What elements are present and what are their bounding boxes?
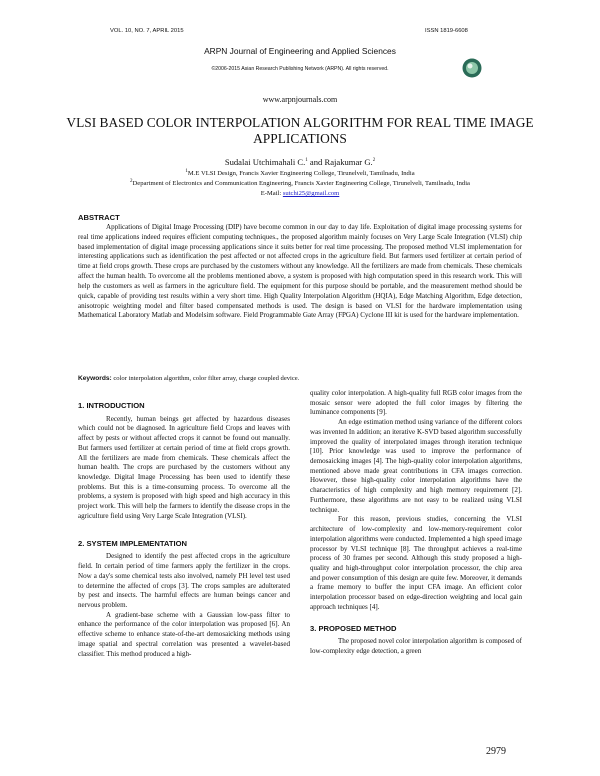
- keywords-label: Keywords:: [78, 375, 112, 382]
- sysimpl-paragraph-1: Designed to identify the pest affected crops in the agriculture field. In certain period of time farmers apply the fertilizer in the crops. Now a day's some chemical tests also involved, namely PH level test used to determine the affected of crops [3]. The crops samples are adulterated by pest and insects. The harmful effects are human beings cancer and nervous problem.: [78, 552, 290, 609]
- affiliation-2-mark: 2: [130, 178, 133, 184]
- email-link[interactable]: sutchi25@gmail.com: [282, 190, 340, 197]
- affiliation-1-text: M.E VLSI Design, Francis Xavier Engineering College, Tirunelveli, Tamilnadu, India: [187, 170, 415, 177]
- proposed-paragraph-1: The proposed novel color interpolation algorithm is composed of low-complexity edge detection, a green: [310, 637, 522, 655]
- right-paragraph-3: For this reason, previous studies, concerning the VLSI architecture of low-complexity and low-memory-requirement color interpolation algorithms were conducted. Implemented a high speed image processor by VLSI technique [8]. The throughput achieves a real-time process of 30 frames per second. Although this study proposed a high-quality and high-throughput color interpolation processor, the chip area and power consumption of this design are quite few. Moreover, it demands a frame memory to buffer the input CFA image. An efficient color interpolation processor based on edge-direction weighting and local gain approach techniques [4].: [310, 515, 522, 611]
- copyright-notice: ©2006-2015 Asian Research Publishing Network (ARPN). All rights reserved.: [211, 66, 389, 72]
- abstract-body: Applications of Digital Image Processing (DIP) have become common in our day to day life. Exploitation of digital image processing systems for real time applications indeed requires efficient computing techniques., the proposed algorithm mainly focuses on Very Large Scale Integration (VLSI) chip based implementation of digital image processing applications since it suits better for real time processing. The proposed method VLSI implementation for interesting applications such as identification the pest affected or not affected crops in the agriculture field. But farmers used fertilizer at certain period of time at field crops growth. These crops are purchased by the customers without any knowledge. All the fertilizers are made from chemicals. These chemicals affect the human health. To overcome all the problems mentioned above, a system is proposed with high computation speed in this research work. This will help the customers as well as farmers in the agriculture field. The equipment for this purpose should be portable, and the measurement method should be quick, capable of providing test results within a very short time. High Quality Interpolation Algorithm (HQIA), Edge Matching Algorithm, Edge detection, anisotropic weighting model and filter based compensated methods is used. The design is based on VLSI for the hardware implementation using Mathematical Laboratory Matlab and Modelsim software. Field Programmable Gate Array (FPGA) Cyclone III kit is used for the hardware implementation.: [78, 223, 522, 320]
- left-column: [78, 398, 290, 659]
- page-number: 2979: [486, 746, 506, 757]
- paper-title: VLSI BASED COLOR INTERPOLATION ALGORITHM FOR REAL TIME IMAGE APPLICATIONS: [66, 115, 534, 146]
- volume-info: VOL. 10, NO. 7, APRIL 2015: [110, 28, 184, 34]
- authors: [0, 157, 600, 167]
- affiliation-2: [0, 180, 600, 187]
- email-line: [0, 190, 600, 197]
- section-proposed-method-heading: 3. PROPOSED METHOD: [310, 623, 397, 633]
- author-conjunction: and: [307, 157, 325, 167]
- sysimpl-paragraph-2: A gradient-base scheme with a Gaussian low-pass filter to enhance the performance of the color interpolation was proposed [6]. An effective scheme to enhance state-of-the-art demosaicking methods using image spatial and spectral correlation was presented a wavelet-based classifier. This method produced a high-: [78, 610, 290, 658]
- right-column: [310, 389, 522, 657]
- affiliation-2-text: Department of Electronics and Communication Engineering, Francis Xavier Engineering College, Tirunelveli, Tamilnadu, India: [132, 180, 470, 187]
- journal-name: ARPN Journal of Engineering and Applied Sciences: [204, 46, 396, 56]
- affiliation-1: [0, 170, 600, 177]
- right-paragraph-1: quality color interpolation. A high-quality full RGB color images from the mosaic sensor were adopted the full color images by filtering the luminance components [9].: [310, 389, 522, 417]
- journal-website[interactable]: www.arpnjournals.com: [262, 95, 338, 104]
- abstract-heading: ABSTRACT: [78, 213, 120, 222]
- section-system-implementation-heading: 2. SYSTEM IMPLEMENTATION: [78, 538, 187, 548]
- email-label: E-Mail:: [260, 190, 283, 197]
- issn: ISSN 1819-6608: [425, 28, 468, 34]
- author-1-mark: 1: [305, 158, 308, 164]
- author-2: Rajakumar G.: [324, 157, 373, 167]
- author-1: Sudalai Utchimahali C.: [224, 157, 306, 167]
- right-paragraph-2: An edge estimation method using variance of the different colors was invented In addition; an iterative K-SVD based algorithm successfully improved the quality of interpolated images through iteration technique [10]. Prior knowledge was used to improve the performance of demosaicking images [4]. The high-quality color interpolation algorithms, mentioned above made great contributions in CFA images correction. However, these high-quality color interpolation algorithms have the characteristics of high complexity and high memory requirement [2]. Furthermore, these algorithms are not easy to be realized using VLSI technique.: [310, 418, 522, 514]
- abstract-text: [78, 223, 522, 321]
- keywords: [78, 375, 522, 382]
- keywords-text: color interpolation algorithm, color filter array, charge coupled device.: [111, 375, 300, 382]
- author-2-mark: 2: [372, 158, 376, 164]
- section-introduction-heading: 1. INTRODUCTION: [78, 401, 145, 410]
- affiliation-1-mark: 1: [185, 168, 188, 174]
- intro-paragraph-1: Recently, human beings get affected by hazardous diseases which could not be diagnosed. In agriculture field Crops and leaves with affect by pests or without affected crops it cannot be found out manually. But farmers used fertilizer at certain period of time at field crops growth. All the fertilizers are made from chemicals. These chemicals affect the human health. The crops are purchased by the customers without any knowledge. Digital Image Processing has been used to identify these problems. But this is a time-consuming process. To overcome all the problems, a system is proposed with high speed and high accuracy in this project work. This will help the farmers to identify the disease crops in the agriculture field using Very Large Scale Integration (VLSI).: [78, 414, 290, 520]
- arpn-logo-icon: [462, 58, 482, 78]
